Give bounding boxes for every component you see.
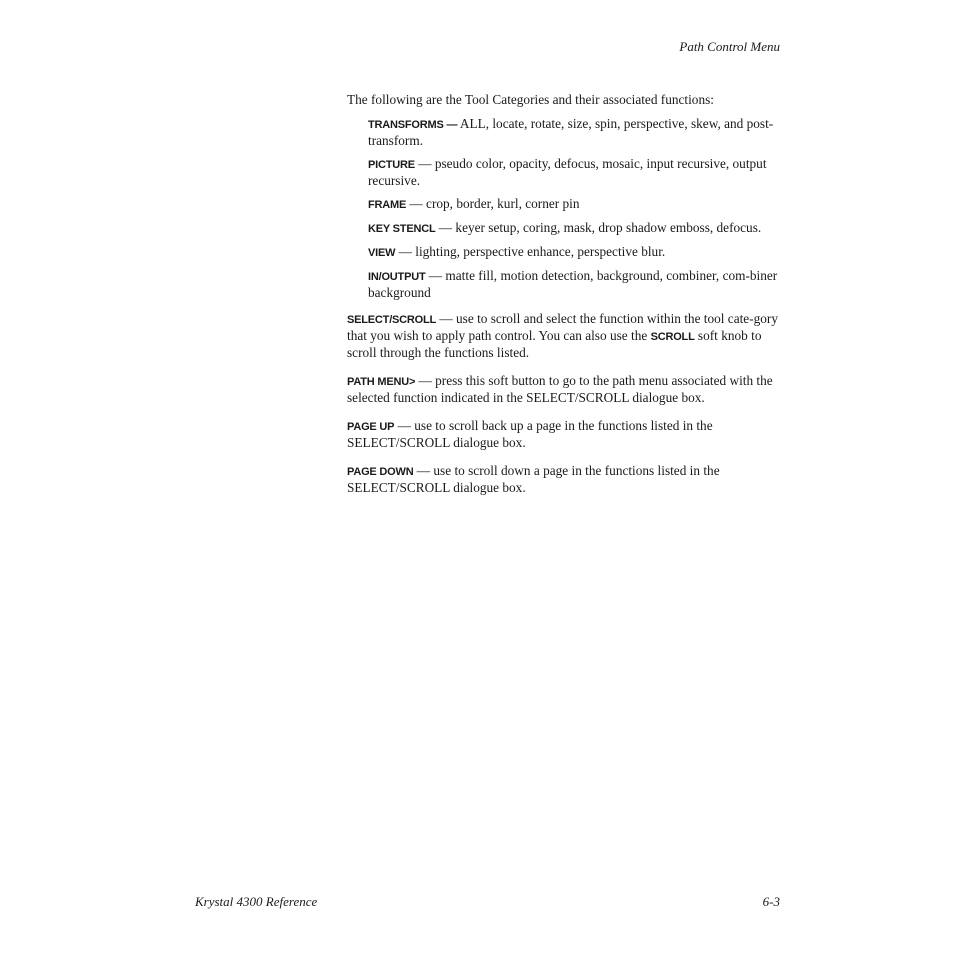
path-menu-text: — press this soft button to go to the path menu associated with the selected function indicated in the SELECT/SCROLL dialogue box. bbox=[347, 373, 773, 405]
category-view bbox=[368, 244, 783, 261]
page-up-text: — use to scroll back up a page in the functions listed in the SELECT/SCROLL dialogue box. bbox=[347, 418, 713, 450]
page-body bbox=[347, 92, 783, 508]
category-picture bbox=[368, 156, 783, 189]
category-name: KEY STENCL bbox=[368, 223, 436, 235]
page-up-keyword: PAGE UP bbox=[347, 421, 395, 433]
category-description: ALL, locate, rotate, size, spin, perspective, skew, and post- transform. bbox=[368, 116, 774, 148]
running-header: Path Control Menu bbox=[679, 39, 780, 54]
page-up-paragraph bbox=[347, 418, 783, 451]
category-description: — pseudo color, opacity, defocus, mosaic, input recursive, output recursive. bbox=[368, 156, 767, 188]
tool-category-list bbox=[368, 116, 783, 301]
category-name: IN/OUTPUT bbox=[368, 271, 426, 283]
category-name: TRANSFORMS — bbox=[368, 119, 458, 131]
category-description: — keyer setup, coring, mask, drop shadow emboss, defocus. bbox=[435, 220, 762, 235]
category-description: — lighting, perspective enhance, perspective blur. bbox=[395, 244, 666, 259]
category-transforms bbox=[368, 116, 783, 149]
select-scroll-keyword: SELECT/SCROLL bbox=[347, 314, 437, 326]
footer-document-title: Krystal 4300 Reference bbox=[195, 894, 318, 909]
page-down-keyword: PAGE DOWN bbox=[347, 466, 414, 478]
select-scroll-text-end: soft knob to scroll through the functions listed. bbox=[347, 328, 762, 360]
page-down-text: — use to scroll down a page in the functions listed in the SELECT/SCROLL dialogue box. bbox=[347, 463, 720, 495]
path-menu-keyword: PATH MENU> bbox=[347, 376, 416, 388]
category-frame bbox=[368, 196, 783, 213]
select-scroll-paragraph bbox=[347, 311, 783, 361]
category-name: VIEW bbox=[368, 247, 396, 259]
scroll-keyword: SCROLL bbox=[650, 331, 695, 343]
category-key-stencl bbox=[368, 220, 783, 237]
page-down-paragraph bbox=[347, 463, 783, 496]
intro-text: The following are the Tool Categories and their associated functions: bbox=[347, 92, 714, 107]
footer-page-number: 6-3 bbox=[762, 894, 780, 909]
category-name: FRAME bbox=[368, 199, 407, 211]
select-scroll-text: — use to scroll and select the function within the tool cate-gory that you wish to apply path control. You can also use the bbox=[347, 311, 779, 343]
path-menu-paragraph bbox=[347, 373, 783, 406]
category-description: — matte fill, motion detection, background, combiner, com-biner background bbox=[368, 268, 778, 300]
category-description: — crop, border, kurl, corner pin bbox=[406, 196, 580, 211]
category-name: PICTURE bbox=[368, 159, 415, 171]
category-in-output bbox=[368, 268, 783, 301]
